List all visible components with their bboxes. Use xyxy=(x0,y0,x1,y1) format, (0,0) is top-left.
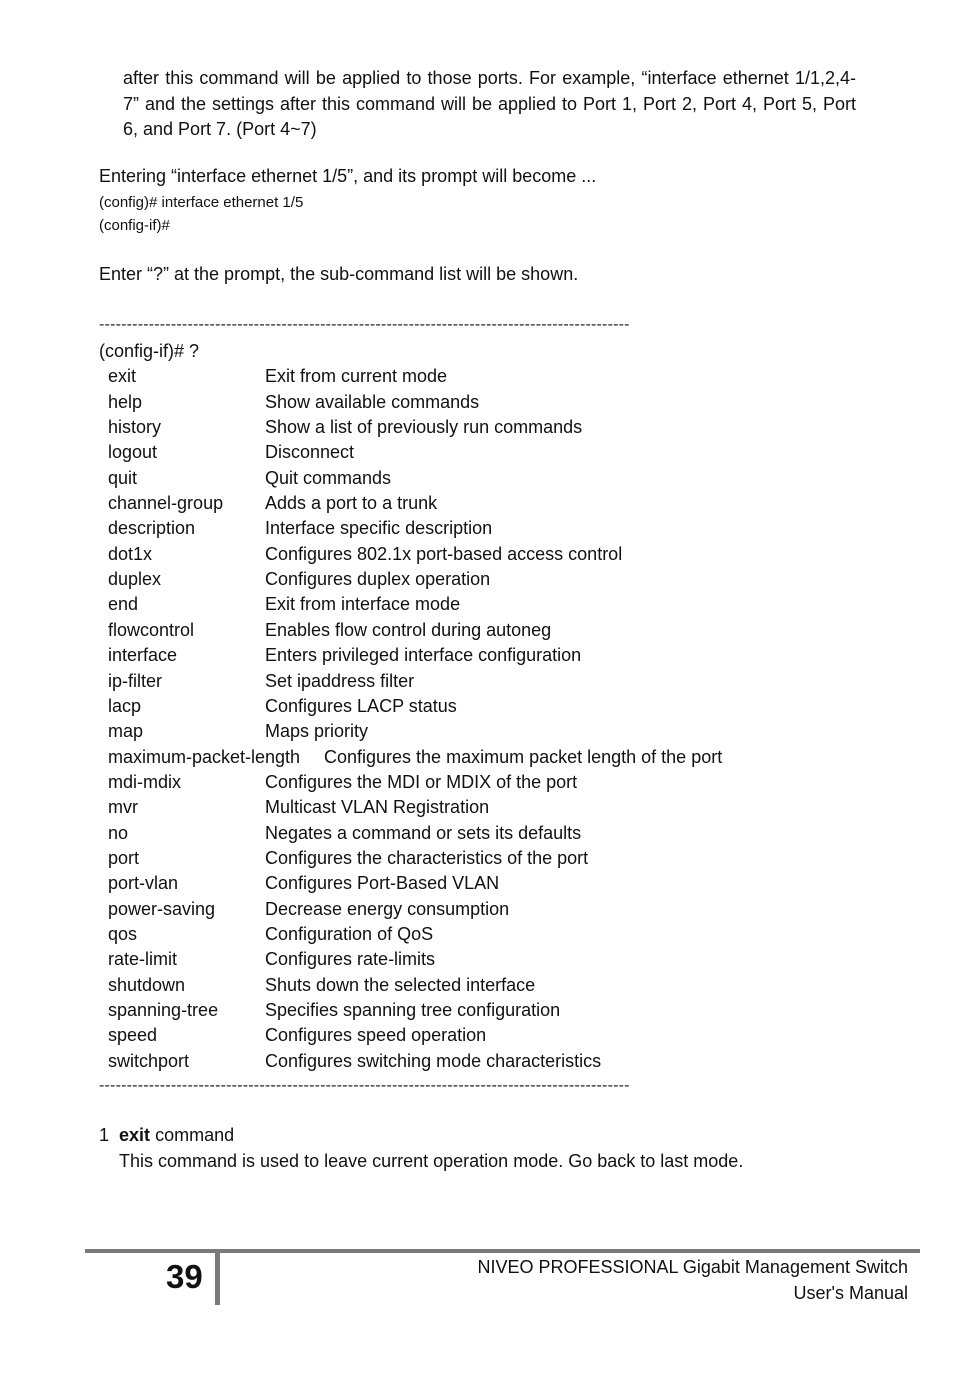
command-row xyxy=(99,846,859,871)
command-name: qos xyxy=(108,923,138,944)
command-name: speed xyxy=(108,1025,158,1046)
intro-paragraph: after this command will be applied to those ports. For example, “interface ethernet 1/1,2,4-7” and the settings after this command will be applied to Port 1, Port 2, Port 4, Port 5, Port 6, and Port 7. (Port 4~7) xyxy=(123,68,856,139)
section-title-suffix: command xyxy=(150,1125,235,1145)
command-name: interface xyxy=(108,645,178,666)
command-name: rate-limit xyxy=(108,949,178,970)
command-name: spanning-tree xyxy=(108,999,219,1020)
command-description: Configures duplex operation xyxy=(265,569,491,590)
command-name: shutdown xyxy=(108,974,186,995)
example-prompt: (config-if)# xyxy=(99,217,170,234)
command-description: Configures Port-Based VLAN xyxy=(265,873,500,894)
command-row xyxy=(99,922,859,947)
command-row xyxy=(99,440,859,465)
command-row xyxy=(99,1049,859,1074)
command-row xyxy=(99,897,859,922)
command-row xyxy=(99,669,859,694)
command-name: quit xyxy=(108,467,138,488)
command-rows xyxy=(99,364,859,1074)
command-row xyxy=(99,415,859,440)
enter-help-line: Enter “?” at the prompt, the sub-command list will be shown. xyxy=(99,264,579,284)
command-name: port xyxy=(108,847,140,868)
command-description: Maps priority xyxy=(265,721,369,742)
section-number: 1 xyxy=(99,1125,110,1145)
divider-bottom: ------------------------------------------------------------------------------------------------ xyxy=(99,1077,630,1094)
page-number: 39 xyxy=(166,1258,203,1295)
command-name: help xyxy=(108,391,143,412)
command-name: no xyxy=(108,822,129,843)
command-name: mvr xyxy=(108,797,138,818)
command-description: Negates a command or sets its defaults xyxy=(265,822,582,843)
command-row xyxy=(99,998,859,1023)
command-description: Decrease energy consumption xyxy=(265,898,510,919)
command-description: Configures speed operation xyxy=(265,1025,487,1046)
command-name: dot1x xyxy=(108,543,153,564)
command-name: description xyxy=(108,518,196,539)
command-description: Disconnect xyxy=(265,442,355,463)
command-description: Enters privileged interface configuration xyxy=(265,645,582,666)
command-description: Set ipaddress filter xyxy=(265,670,415,691)
command-row xyxy=(99,491,859,516)
command-name: exit xyxy=(108,366,137,387)
command-row xyxy=(99,542,859,567)
command-name: history xyxy=(108,417,162,438)
command-name: ip-filter xyxy=(108,670,163,691)
command-row xyxy=(99,973,859,998)
command-row xyxy=(99,364,859,389)
section-body: This command is used to leave current operation mode. Go back to last mode. xyxy=(119,1151,744,1171)
command-description: Enables flow control during autoneg xyxy=(265,619,552,640)
command-description: Configures LACP status xyxy=(265,695,457,716)
command-description: Configuration of QoS xyxy=(265,923,434,944)
command-row xyxy=(99,516,859,541)
command-name: duplex xyxy=(108,569,162,590)
command-row xyxy=(99,745,859,770)
command-description: Configures the maximum packet length of the port xyxy=(324,746,723,767)
command-name: logout xyxy=(108,442,158,463)
command-row xyxy=(99,567,859,592)
command-description: Configures rate-limits xyxy=(265,949,436,970)
command-row xyxy=(99,821,859,846)
command-name: lacp xyxy=(108,695,142,716)
command-name: end xyxy=(108,594,139,615)
command-row xyxy=(99,390,859,415)
command-row xyxy=(99,770,859,795)
command-row xyxy=(99,694,859,719)
command-list xyxy=(99,339,859,1074)
command-name: power-saving xyxy=(108,898,216,919)
command-list-prompt: (config-if)# ? xyxy=(99,341,200,361)
command-description: Shuts down the selected interface xyxy=(265,974,536,995)
example-command: (config)# interface ethernet 1/5 xyxy=(99,194,304,211)
command-row xyxy=(99,618,859,643)
command-description: Exit from current mode xyxy=(265,366,448,387)
command-row xyxy=(99,719,859,744)
command-description: Configures 802.1x port-based access control xyxy=(265,543,623,564)
command-name: port-vlan xyxy=(108,873,179,894)
command-row xyxy=(99,871,859,896)
section-heading xyxy=(99,1125,234,1146)
entering-line: Entering “interface ethernet 1/5”, and its prompt will become ... xyxy=(99,166,597,186)
command-name: switchport xyxy=(108,1050,190,1071)
command-description: Configures the characteristics of the port xyxy=(265,847,589,868)
command-description: Exit from interface mode xyxy=(265,594,461,615)
footer-rule xyxy=(85,1249,920,1253)
command-description: Specifies spanning tree configuration xyxy=(265,999,561,1020)
command-name: channel-group xyxy=(108,493,224,514)
command-description: Adds a port to a trunk xyxy=(265,493,438,514)
command-description: Interface specific description xyxy=(265,518,493,539)
footer-title xyxy=(478,1255,909,1306)
command-description: Configures switching mode characteristics xyxy=(265,1050,602,1071)
command-row xyxy=(99,947,859,972)
command-row xyxy=(99,592,859,617)
footer-line-1: NIVEO PROFESSIONAL Gigabit Management Switch xyxy=(477,1257,908,1277)
command-description: Show a list of previously run commands xyxy=(265,417,583,438)
command-description: Quit commands xyxy=(265,467,392,488)
footer-divider xyxy=(215,1253,220,1305)
footer-line-2: User's Manual xyxy=(793,1282,908,1303)
command-description: Show available commands xyxy=(265,391,480,412)
command-name: flowcontrol xyxy=(108,619,195,640)
command-row xyxy=(99,1023,859,1048)
command-row xyxy=(99,466,859,491)
command-row xyxy=(99,795,859,820)
command-name: maximum-packet-length xyxy=(108,746,301,767)
command-description: Multicast VLAN Registration xyxy=(265,797,490,818)
command-name: mdi-mdix xyxy=(108,771,182,792)
divider-top: ------------------------------------------------------------------------------------------------ xyxy=(99,316,630,333)
command-description: Configures the MDI or MDIX of the port xyxy=(265,771,578,792)
command-row xyxy=(99,643,859,668)
section-keyword: exit xyxy=(119,1125,151,1145)
command-name: map xyxy=(108,721,144,742)
